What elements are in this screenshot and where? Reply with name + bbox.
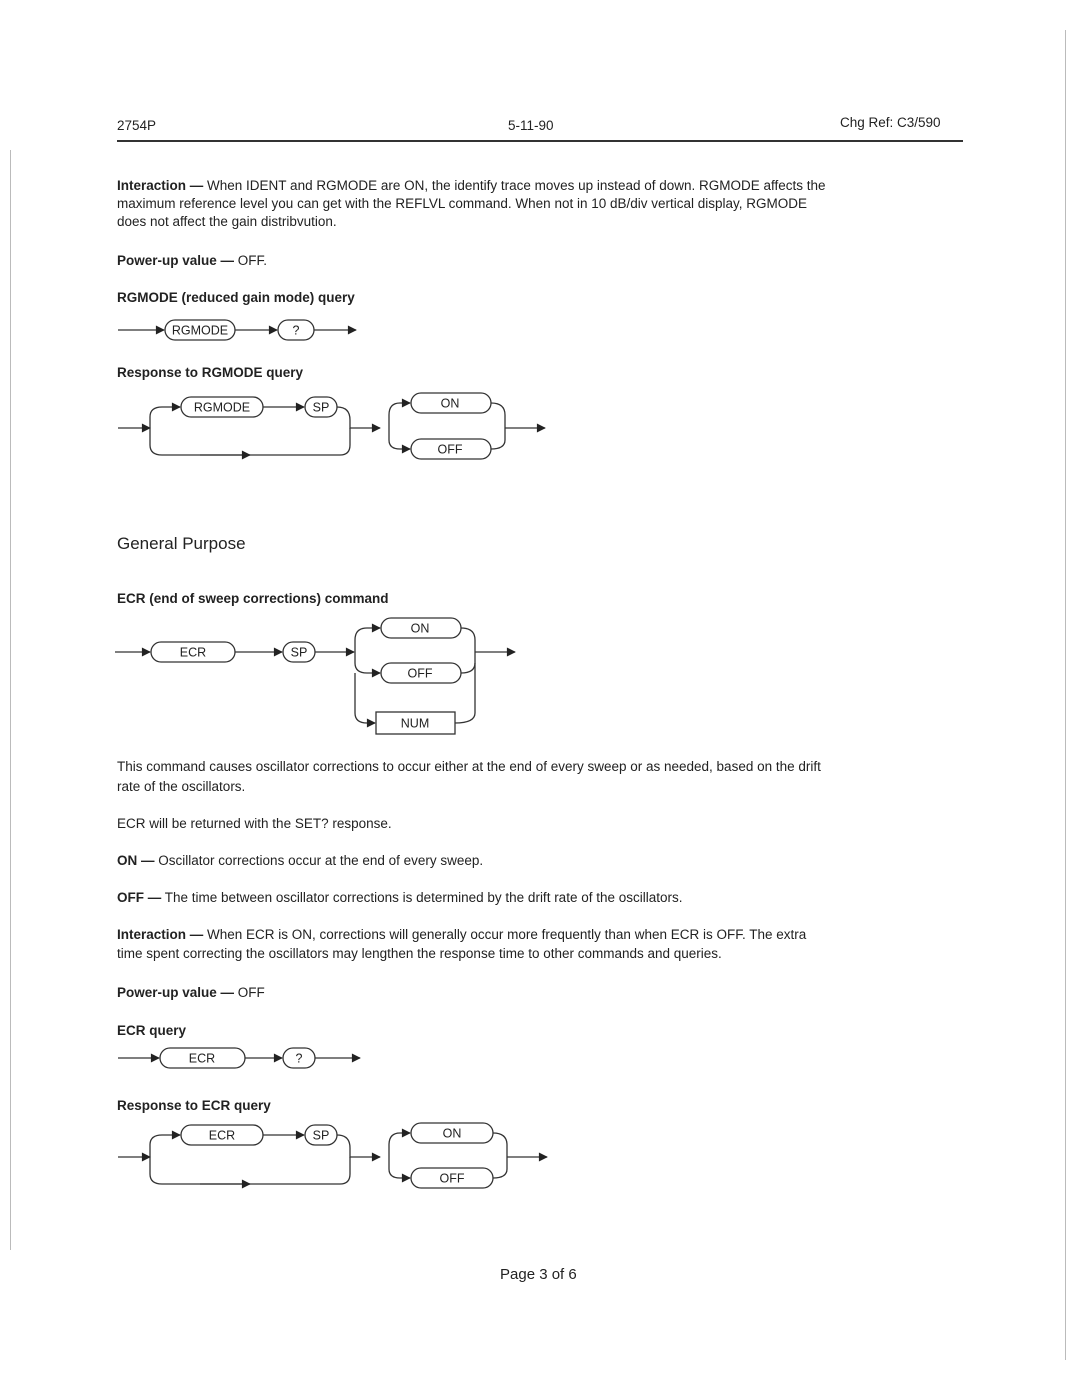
sp-token-label: SP: [312, 400, 330, 415]
ecr-token-label: ECR: [208, 1128, 236, 1143]
num-token-label: NUM: [400, 716, 430, 731]
doc-date: 5-11-90: [508, 118, 554, 133]
rgmode-interaction-line: does not affect the gain distribvution.: [117, 214, 337, 229]
on-token-label: ON: [440, 396, 460, 411]
doc-id: 2754P: [117, 118, 157, 133]
page-number: Page 3 of 6: [500, 1266, 577, 1283]
section-title: General Purpose: [117, 534, 246, 553]
powerup-value: OFF: [237, 985, 265, 1000]
interaction-label: Interaction —: [117, 178, 204, 193]
powerup-label: Power-up value —: [117, 985, 235, 1000]
rgmode-token-label: RGMODE: [193, 400, 251, 415]
ecr-command-heading: ECR (end of sweep corrections) command: [117, 591, 389, 606]
text: When ECR is ON, corrections will generally occur more frequently than when ECR is OFF. The extra: [207, 927, 807, 942]
rgmode-query-heading: RGMODE (reduced gain mode) query: [117, 290, 355, 305]
text: When IDENT and RGMODE are ON, the identify trace moves up instead of down. RGMODE affects the: [207, 178, 826, 193]
ecr-token-label: ECR: [188, 1051, 216, 1066]
on-token-label: ON: [442, 1126, 462, 1141]
rgmode-query-diagram: [118, 320, 356, 340]
interaction-label: Interaction —: [117, 927, 204, 942]
ecr-response-diagram: [118, 1123, 547, 1188]
ecr-query-diagram: [118, 1048, 360, 1068]
off-token-label: OFF: [439, 1171, 465, 1186]
question-token-label: ?: [292, 323, 300, 338]
ecr-command-diagram: [115, 618, 515, 734]
rgmode-response-heading: Response to RGMODE query: [117, 365, 304, 380]
ecr-desc-line: This command causes oscillator corrections to occur either at the end of every sweep or as needed, based on the drift: [117, 759, 821, 774]
off-label: OFF —: [117, 890, 162, 905]
rgmode-response-diagram: [118, 393, 545, 459]
on-token-label: ON: [410, 621, 430, 636]
sp-token-label: SP: [312, 1128, 330, 1143]
ecr-response-heading: Response to ECR query: [117, 1098, 271, 1113]
powerup-label: Power-up value —: [117, 253, 235, 268]
ecr-desc-line: rate of the oscillators.: [117, 779, 246, 794]
ecr-set-note: ECR will be returned with the SET? response.: [117, 816, 392, 831]
ecr-interaction-line: time spent correcting the oscillators may lengthen the response time to other commands and queries.: [117, 946, 722, 961]
off-token-label: OFF: [437, 442, 463, 457]
ecr-token-label: ECR: [179, 645, 207, 660]
rgmode-interaction-line: maximum reference level you can get with the REFLVL command. When not in 10 dB/div vertical display, RGMODE: [117, 196, 808, 211]
question-token-label: ?: [295, 1051, 303, 1066]
ecr-query-heading: ECR query: [117, 1023, 187, 1038]
powerup-value: OFF.: [237, 253, 268, 268]
on-label: ON —: [117, 853, 155, 868]
text: The time between oscillator corrections is determined by the drift rate of the oscillators.: [164, 890, 683, 905]
rgmode-token-label: RGMODE: [171, 323, 229, 338]
change-ref: Chg Ref: C3/590: [840, 115, 941, 130]
off-token-label: OFF: [407, 666, 433, 681]
sp-token-label: SP: [290, 645, 308, 660]
text: Oscillator corrections occur at the end of every sweep.: [158, 853, 484, 868]
